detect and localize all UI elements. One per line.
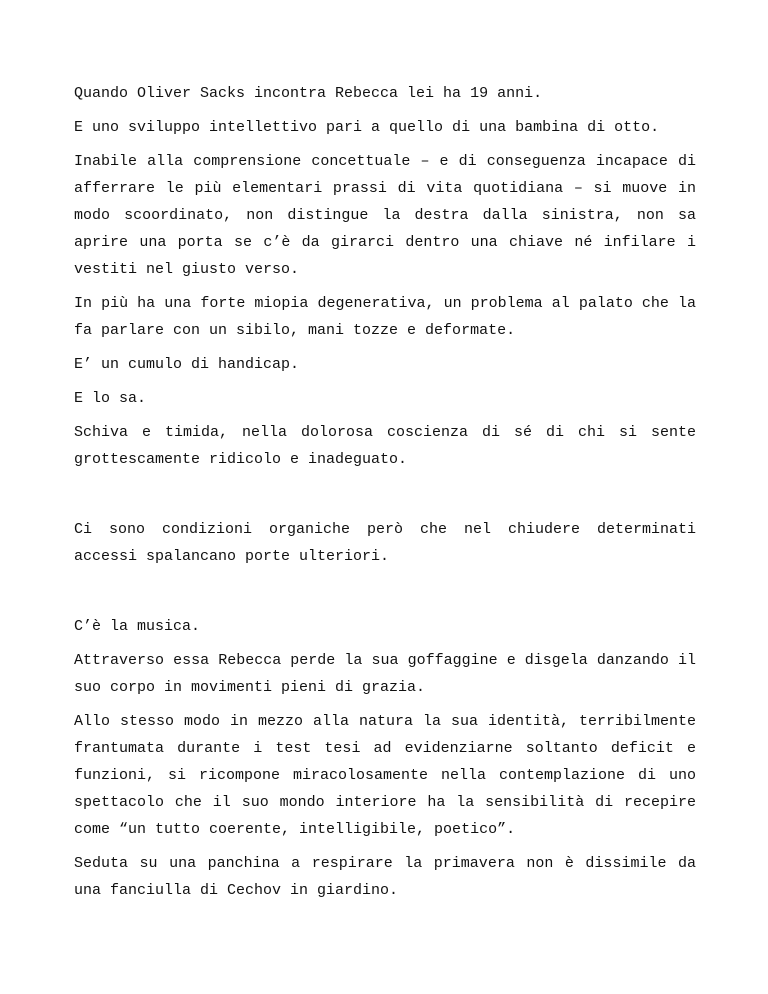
paragraph-4: In più ha una forte miopia degenerativa, un problema al palato che la fa parlare con un sibilo, mani tozze e deformate.: [74, 295, 696, 339]
paragraph-spacer: [74, 480, 696, 516]
paragraph-10: Attraverso essa Rebecca perde la sua goffaggine e disgela danzando il suo corpo in movimenti pieni di grazia.: [74, 652, 696, 696]
document-page: [74, 80, 696, 911]
paragraph-spacer: [74, 577, 696, 613]
paragraph-7: Schiva e timida, nella dolorosa coscienza di sé di chi si sente grottescamente ridicolo e inadeguato.: [74, 424, 696, 468]
paragraph-2: E uno sviluppo intellettivo pari a quello di una bambina di otto.: [74, 119, 660, 136]
paragraph-9: C’è la musica.: [74, 618, 201, 635]
paragraph-3: Inabile alla comprensione concettuale – e di conseguenza incapace di afferrare le più elementari prassi di vita quotidiana – si muove in modo scoordinato, non distingue la destra dalla sinistra, non sa aprire una porta se c’è da girarci dentro una chiave né infilare i vestiti nel giusto verso.: [74, 153, 696, 278]
paragraph-8: Ci sono condizioni organiche però che nel chiudere determinati accessi spalancano porte ulteriori.: [74, 521, 696, 565]
paragraph-1: Quando Oliver Sacks incontra Rebecca lei ha 19 anni.: [74, 85, 543, 102]
paragraph-5: E’ un cumulo di handicap.: [74, 356, 300, 373]
paragraph-11: Allo stesso modo in mezzo alla natura la sua identità, terribilmente frantumata durante i test tesi ad evidenziarne soltanto deficit e funzioni, si ricompone miracolosamente nella contemplazione di uno spettacolo che il suo mondo interiore ha la sensibilità di recepire come “un tutto coerente, intelligibile, poetico”.: [74, 713, 696, 838]
paragraph-6: E lo sa.: [74, 390, 147, 407]
paragraph-12: Seduta su una panchina a respirare la primavera non è dissimile da una fanciulla di Cechov in giardino.: [74, 855, 696, 899]
